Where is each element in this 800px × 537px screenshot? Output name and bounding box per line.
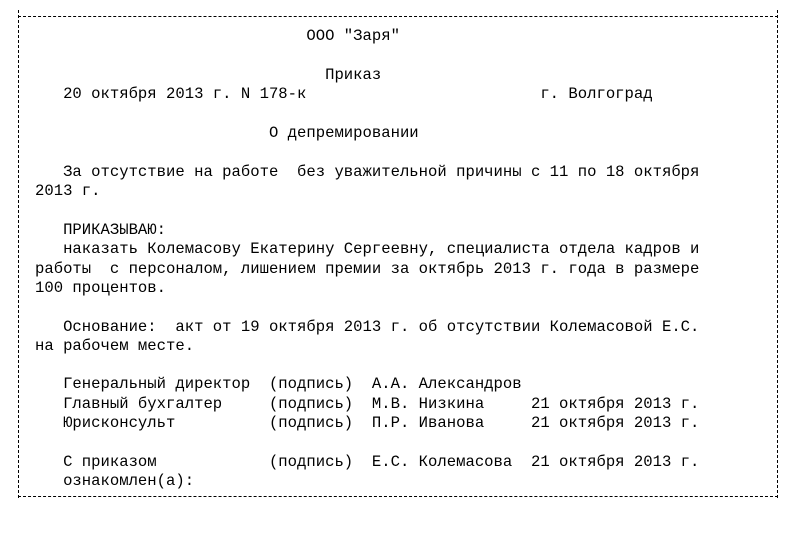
order-title: Приказ xyxy=(35,66,382,84)
left-border xyxy=(18,10,19,498)
right-border xyxy=(777,10,778,498)
basis-line-1: Основание: акт от 19 октября 2013 г. об отсутствии Колемасовой Е.С. xyxy=(35,318,700,336)
bottom-border xyxy=(18,496,778,497)
order-text-line-3: 100 процентов. xyxy=(35,279,167,297)
order-date-number-city: 20 октября 2013 г. N 178-к г. Волгоград xyxy=(35,85,653,103)
order-text-line-2: работы с персоналом, лишением премии за октябрь 2013 г. года в размере xyxy=(35,260,700,278)
signature-lawyer: Юрисконсульт (подпись) П.Р. Иванова 21 октября 2013 г. xyxy=(35,414,700,432)
order-subject: О депремировании xyxy=(35,124,419,142)
acknowledgement-line-2: ознакомлен(а): xyxy=(35,472,195,490)
document-frame xyxy=(18,10,778,498)
organization-name: ООО "Заря" xyxy=(35,27,400,45)
signature-director: Генеральный директор (подпись) А.А. Александров xyxy=(35,375,522,393)
signature-accountant: Главный бухгалтер (подпись) М.В. Низкина 21 октября 2013 г. xyxy=(35,395,700,413)
basis-line-2: на рабочем месте. xyxy=(35,337,195,355)
top-border xyxy=(18,16,778,17)
order-word: ПРИКАЗЫВАЮ: xyxy=(35,221,167,239)
acknowledgement-line-1: С приказом (подпись) Е.С. Колемасова 21 октября 2013 г. xyxy=(35,453,700,471)
reason-line-2: 2013 г. xyxy=(35,182,101,200)
order-text-line-1: наказать Колемасову Екатерину Сергеевну, специалиста отдела кадров и xyxy=(35,240,700,258)
reason-line-1: За отсутствие на работе без уважительной причины с 11 по 18 октября xyxy=(35,163,700,181)
